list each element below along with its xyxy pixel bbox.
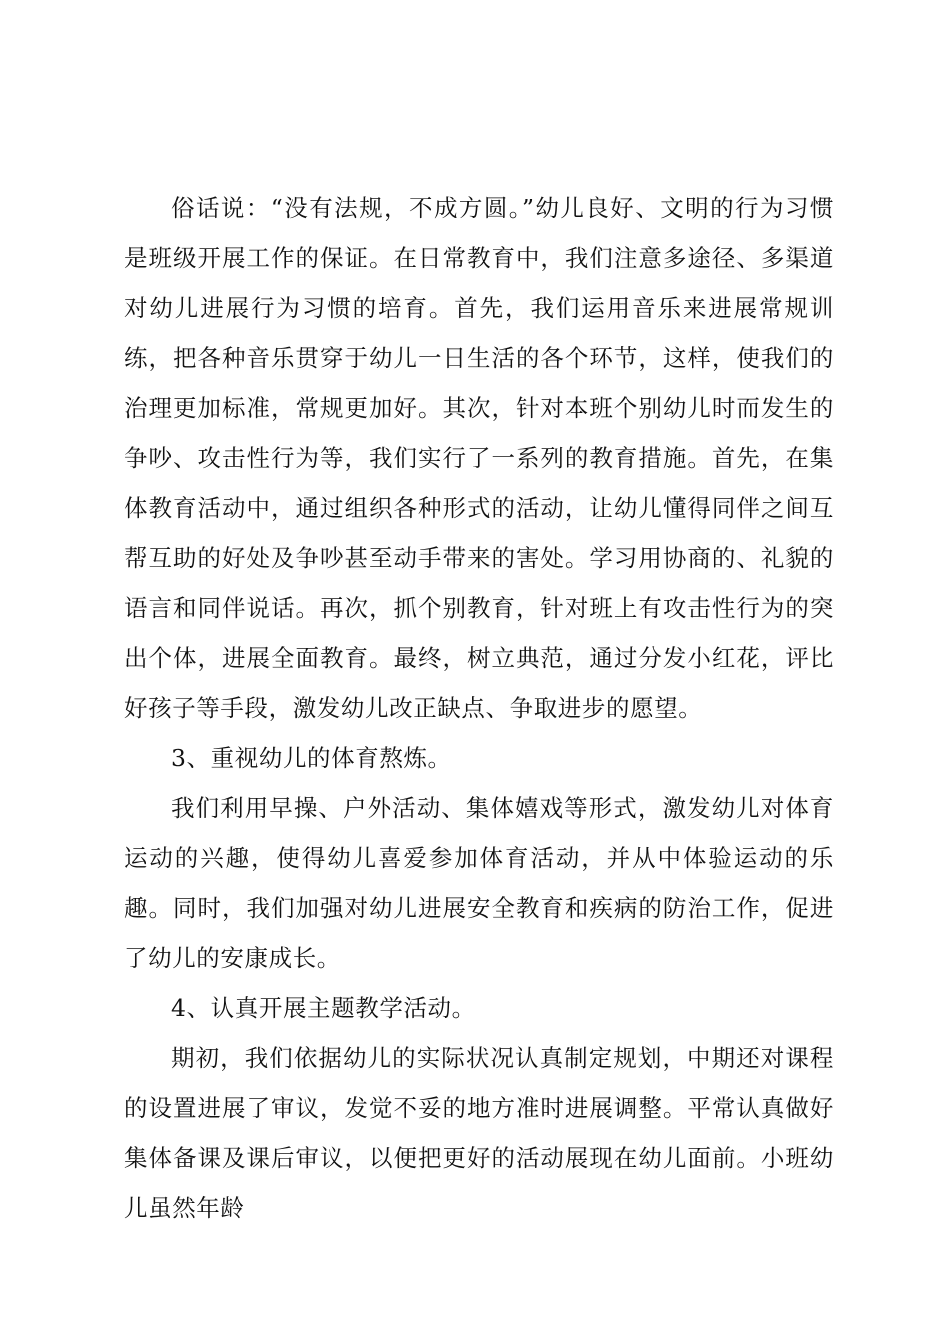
section-heading-4: 4、认真开展主题教学活动。 xyxy=(171,994,476,1022)
paragraph-theme-teaching: 期初，我们依据幼儿的实际状况认真制定规划，中期还对课程的设置进展了审议，发觉不妥的地方准时进展调整。平常认真做好集体备课及课后审议，以便把更好的活动展现在幼儿面前。小班幼儿虽然年龄 xyxy=(124,1044,834,1222)
document-body xyxy=(124,183,834,1233)
paragraph-behavior-habits: 俗话说：“没有法规，不成方圆。”幼儿良好、文明的行为习惯是班级开展工作的保证。在日常教育中，我们注意多途径、多渠道对幼儿进展行为习惯的培育。首先，我们运用音乐来进展常规训练，把各种音乐贯穿于幼儿一日生活的各个环节，这样，使我们的治理更加标准，常规更加好。其次，针对本班个别幼儿时而发生的争吵、攻击性行为等，我们实行了一系列的教育措施。首先，在集体教育活动中，通过组织各种形式的活动，让幼儿懂得同伴之间互帮互助的好处及争吵甚至动手带来的害处。学习用协商的、礼貌的语言和同伴说话。再次，抓个别教育，针对班上有攻击性行为的突出个体，进展全面教育。最终，树立典范，通过分发小红花，评比好孩子等手段，激发幼儿改正缺点、争取进步的愿望。 xyxy=(124,194,834,722)
paragraph-physical-exercise: 我们利用早操、户外活动、集体嬉戏等形式，激发幼儿对体育运动的兴趣，使得幼儿喜爱参加体育活动，并从中体验运动的乐趣。同时，我们加强对幼儿进展安全教育和疾病的防治工作，促进了幼儿的安康成长。 xyxy=(124,794,834,972)
section-heading-3: 3、重视幼儿的体育熬炼。 xyxy=(171,744,452,772)
